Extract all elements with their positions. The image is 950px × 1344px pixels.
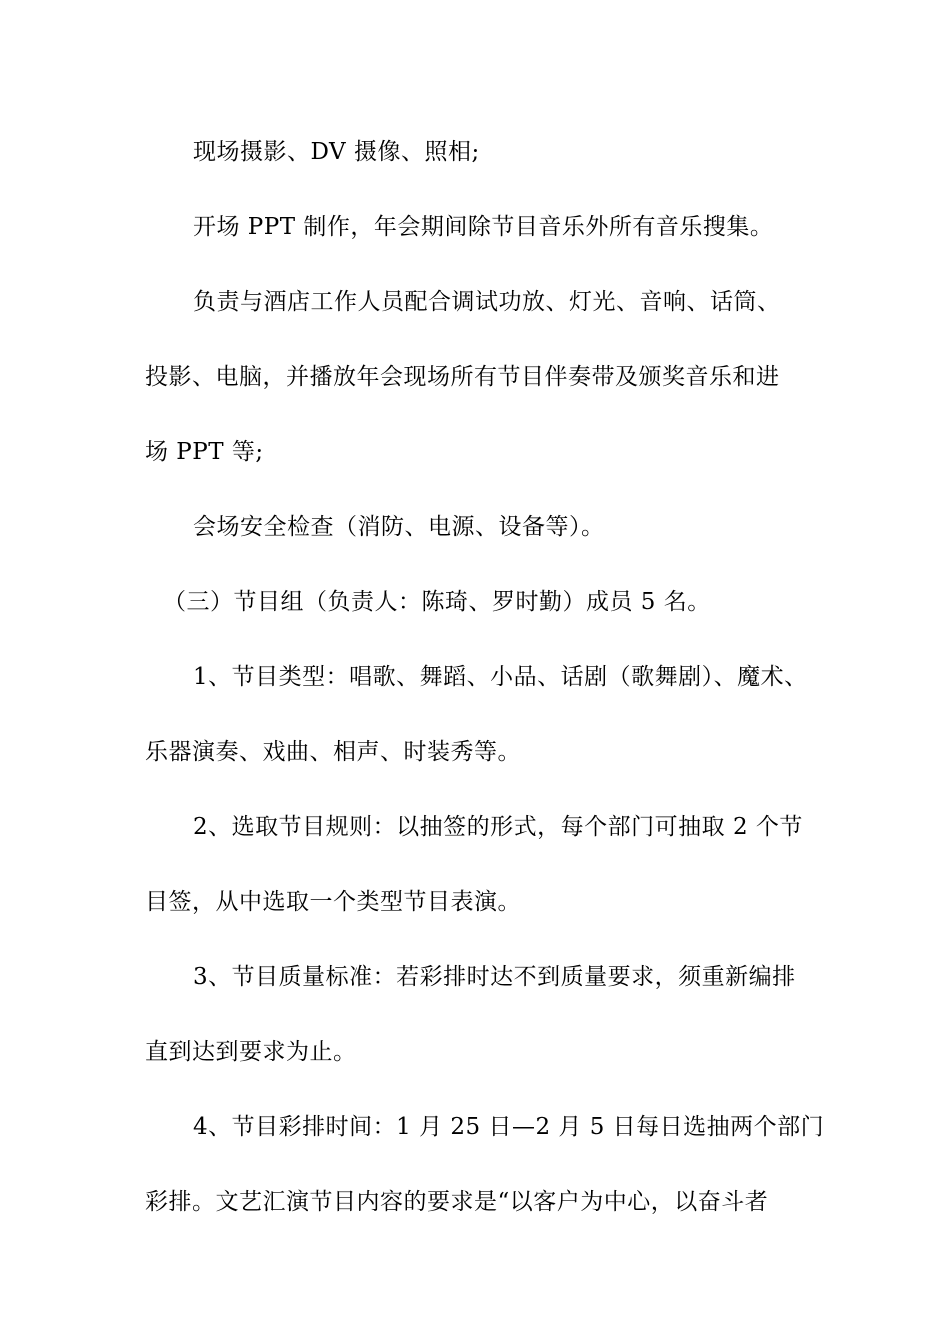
paragraph-line: 1、节目类型：唱歌、舞蹈、小品、话剧（歌舞剧）、魔术、 — [193, 664, 808, 690]
paragraph-line: 3、节目质量标准：若彩排时达不到质量要求，须重新编排 — [193, 964, 796, 990]
paragraph-line: 4、节目彩排时间：1 月 25 日—2 月 5 日每日选抽两个部门 — [193, 1114, 825, 1140]
section-heading: （三）节目组（负责人：陈琦、罗时勤）成员 5 名。 — [163, 589, 711, 615]
paragraph-line: 乐器演奏、戏曲、相声、时装秀等。 — [145, 739, 521, 765]
paragraph-line: 会场安全检查（消防、电源、设备等）。 — [193, 514, 605, 540]
paragraph-line: 场 PPT 等; — [145, 439, 264, 465]
paragraph-line: 彩排。文艺汇演节目内容的要求是“以客户为中心，以奋斗者 — [145, 1189, 769, 1215]
paragraph-line: 投影、电脑，并播放年会现场所有节目伴奏带及颁奖音乐和进 — [145, 364, 780, 390]
paragraph-line: 目签，从中选取一个类型节目表演。 — [145, 889, 521, 915]
paragraph-line: 负责与酒店工作人员配合调试功放、灯光、音响、话筒、 — [193, 289, 781, 315]
paragraph-line: 开场 PPT 制作，年会期间除节目音乐外所有音乐搜集。 — [193, 214, 774, 240]
paragraph-line: 直到达到要求为止。 — [145, 1039, 357, 1065]
paragraph-line: 现场摄影、DV 摄像、照相; — [193, 139, 480, 165]
paragraph-line: 2、选取节目规则：以抽签的形式，每个部门可抽取 2 个节 — [193, 814, 803, 840]
